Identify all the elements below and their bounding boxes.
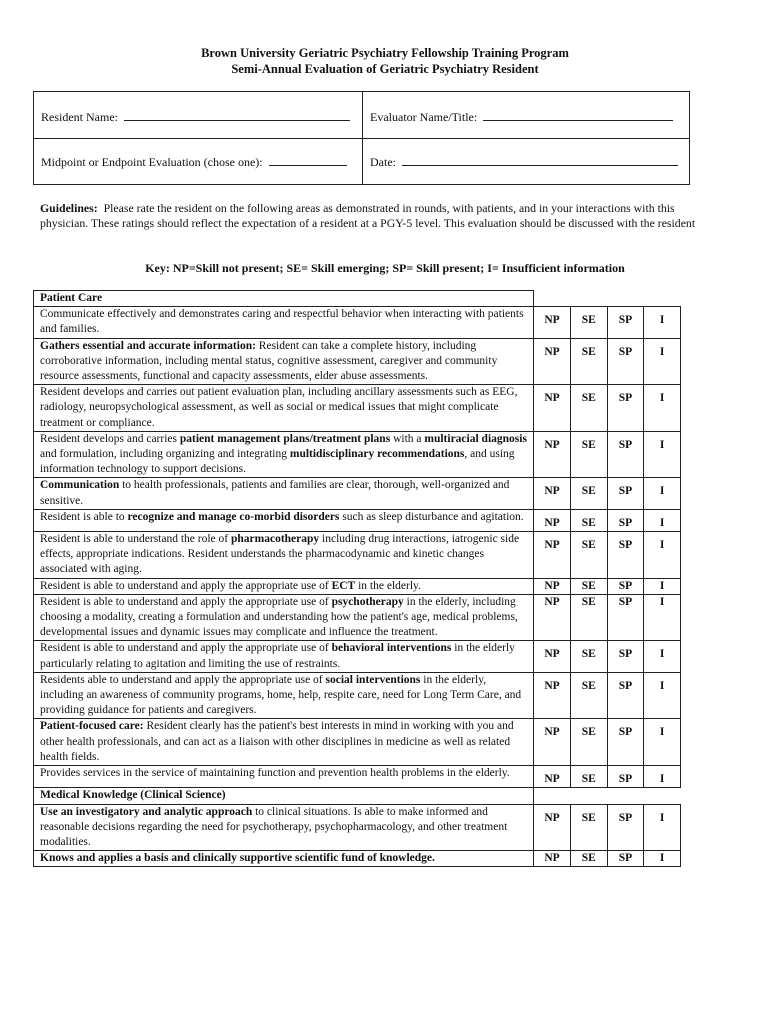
criterion-text: Resident develops and carries out patient evaluation plan, including ancillary assessments such as EEG, radiology, neuropsychological assessment, as well as social or medical issues that might complicate treatment or compliance. <box>34 385 534 432</box>
rating-option-np[interactable]: NP <box>534 804 571 851</box>
criterion-row <box>34 509 681 531</box>
criterion-row <box>34 804 681 851</box>
criterion-text: Resident is able to understand and apply the appropriate use of ECT in the elderly. <box>34 578 534 594</box>
rating-option-se[interactable]: SE <box>570 509 607 531</box>
rating-option-sp[interactable]: SP <box>607 478 644 509</box>
rating-option-i[interactable]: I <box>644 851 681 867</box>
rating-option-np[interactable]: NP <box>534 509 571 531</box>
rating-option-i[interactable]: I <box>644 719 681 766</box>
criterion-text: Resident is able to understand and apply the appropriate use of behavioral interventions in the elderly particularly relating to agitation and limiting the use of restraints. <box>34 641 534 672</box>
rating-option-i[interactable]: I <box>644 338 681 385</box>
rating-option-np[interactable]: NP <box>534 719 571 766</box>
criterion-row <box>34 338 681 385</box>
rating-option-i[interactable]: I <box>644 766 681 788</box>
rating-option-i[interactable]: I <box>644 641 681 672</box>
evaluation-table <box>33 290 681 867</box>
rating-option-sp[interactable]: SP <box>607 851 644 867</box>
midpoint-field[interactable] <box>41 155 347 169</box>
guidelines-paragraph <box>40 201 704 232</box>
criterion-row <box>34 578 681 594</box>
rating-option-sp[interactable]: SP <box>607 594 644 641</box>
rating-option-sp[interactable]: SP <box>607 719 644 766</box>
criterion-row <box>34 719 681 766</box>
midpoint-line[interactable] <box>269 155 347 166</box>
criterion-text: Gathers essential and accurate information: Resident can take a complete history, including corroborative information, including mental status, cognitive assessment, caregiver and community resource assessments, functional and capacity assessments, elder abuse assessments. <box>34 338 534 385</box>
rating-option-i[interactable]: I <box>644 509 681 531</box>
rating-option-sp[interactable]: SP <box>607 431 644 478</box>
criterion-row <box>34 478 681 509</box>
rating-option-se[interactable]: SE <box>570 672 607 719</box>
criterion-text: Resident develops and carries patient management plans/treatment plans with a multiracial diagnosis and formulation, including organizing and integrating multidisciplinary recommendations, and using information technology to support decisions. <box>34 431 534 478</box>
criterion-row <box>34 431 681 478</box>
rating-option-sp[interactable]: SP <box>607 509 644 531</box>
section-blank-cell <box>534 291 681 307</box>
section-header-row <box>34 788 681 804</box>
rating-option-i[interactable]: I <box>644 672 681 719</box>
section-blank-cell <box>534 788 681 804</box>
rating-option-i[interactable]: I <box>644 478 681 509</box>
rating-option-se[interactable]: SE <box>570 478 607 509</box>
rating-option-i[interactable]: I <box>644 578 681 594</box>
rating-option-np[interactable]: NP <box>534 385 571 432</box>
criterion-row <box>34 532 681 579</box>
rating-option-se[interactable]: SE <box>570 641 607 672</box>
criterion-row <box>34 672 681 719</box>
rating-option-np[interactable]: NP <box>534 641 571 672</box>
evaluator-label: Evaluator Name/Title: <box>370 110 478 124</box>
rating-option-sp[interactable]: SP <box>607 385 644 432</box>
rating-option-sp[interactable]: SP <box>607 532 644 579</box>
rating-option-i[interactable]: I <box>644 804 681 851</box>
rating-option-i[interactable]: I <box>644 307 681 338</box>
criterion-row <box>34 851 681 867</box>
rating-option-np[interactable]: NP <box>534 851 571 867</box>
rating-option-sp[interactable]: SP <box>607 307 644 338</box>
resident-name-line[interactable] <box>124 110 350 121</box>
rating-option-np[interactable]: NP <box>534 578 571 594</box>
criterion-text: Patient-focused care: Resident clearly has the patient's best interests in mind in working with you and other health professionals, and can act as a liaison with other disciplines in medicine as well as related health fields. <box>34 719 534 766</box>
rating-option-np[interactable]: NP <box>534 594 571 641</box>
rating-option-np[interactable]: NP <box>534 532 571 579</box>
rating-option-i[interactable]: I <box>644 532 681 579</box>
criterion-row <box>34 594 681 641</box>
guidelines-label: Guidelines: <box>40 201 98 215</box>
rating-option-se[interactable]: SE <box>570 594 607 641</box>
rating-option-se[interactable]: SE <box>570 804 607 851</box>
rating-option-i[interactable]: I <box>644 385 681 432</box>
rating-option-np[interactable]: NP <box>534 431 571 478</box>
rating-option-se[interactable]: SE <box>570 851 607 867</box>
rating-option-sp[interactable]: SP <box>607 672 644 719</box>
section-header-row <box>34 291 681 307</box>
info-divider-horizontal <box>34 138 689 139</box>
criterion-row <box>34 641 681 672</box>
date-line[interactable] <box>402 155 678 166</box>
rating-option-np[interactable]: NP <box>534 672 571 719</box>
criterion-text: Communicate effectively and demonstrates caring and respectful behavior when interacting with patients and families. <box>34 307 534 338</box>
rating-option-i[interactable]: I <box>644 431 681 478</box>
guidelines-text: Please rate the resident on the following areas as demonstrated in rounds, with patients, and in your interactions with this physician. These ratings should reflect the expectation of a resident at a PGY-5 level. This evaluation should be discussed with the resident <box>40 201 696 231</box>
evaluator-field[interactable] <box>370 110 673 124</box>
rating-option-np[interactable]: NP <box>534 307 571 338</box>
midpoint-label: Midpoint or Endpoint Evaluation (chose one): <box>41 155 263 169</box>
rating-option-se[interactable]: SE <box>570 431 607 478</box>
date-label: Date: <box>370 155 396 169</box>
criterion-row <box>34 766 681 788</box>
date-field[interactable] <box>370 155 678 169</box>
criterion-text: Resident is able to recognize and manage co-morbid disorders such as sleep disturbance and agitation. <box>34 509 534 531</box>
rating-option-np[interactable]: NP <box>534 478 571 509</box>
rating-option-sp[interactable]: SP <box>607 641 644 672</box>
rating-option-i[interactable]: I <box>644 594 681 641</box>
rating-option-se[interactable]: SE <box>570 307 607 338</box>
form-subtitle: Semi-Annual Evaluation of Geriatric Psychiatry Resident <box>231 62 539 76</box>
rating-option-se[interactable]: SE <box>570 766 607 788</box>
criterion-text: Knows and applies a basis and clinically supportive scientific fund of knowledge. <box>34 851 534 867</box>
resident-name-field[interactable] <box>41 110 350 124</box>
rating-option-np[interactable]: NP <box>534 766 571 788</box>
rating-option-sp[interactable]: SP <box>607 578 644 594</box>
criterion-text: Residents able to understand and apply the appropriate use of social interventions in the elderly, including an awareness of community programs, home, help, respite care, need for Long Term Care, and providing guidance for patients and caregivers. <box>34 672 534 719</box>
rating-option-se[interactable]: SE <box>570 578 607 594</box>
resident-info-box <box>33 91 690 185</box>
criterion-text: Communication to health professionals, patients and families are clear, thorough, well-organized and sensitive. <box>34 478 534 509</box>
criterion-row <box>34 307 681 338</box>
rating-option-se[interactable]: SE <box>570 719 607 766</box>
rating-option-np[interactable]: NP <box>534 338 571 385</box>
rating-key: Key: NP=Skill not present; SE= Skill emerging; SP= Skill present; I= Insufficient information <box>145 261 625 275</box>
criterion-text: Resident is able to understand and apply the appropriate use of psychotherapy in the elderly, including choosing a modality, creating a formulation and understanding how the patient's age, medical problems, developmental issues and dynamic issues may complicate and influence the treatment. <box>34 594 534 641</box>
evaluator-line[interactable] <box>483 110 673 121</box>
rating-option-sp[interactable]: SP <box>607 338 644 385</box>
rating-option-se[interactable]: SE <box>570 338 607 385</box>
criterion-text: Resident is able to understand the role of pharmacotherapy including drug interactions, iatrogenic side effects, appropriate indications. Resident understands the pharmacodynamic and kinetic changes associated with aging. <box>34 532 534 579</box>
rating-option-se[interactable]: SE <box>570 532 607 579</box>
criterion-text: Use an investigatory and analytic approach to clinical situations. Is able to make informed and reasonable decisions regarding the need for psychotherapy, psychopharmacology, and other treatment modalities. <box>34 804 534 851</box>
rating-option-se[interactable]: SE <box>570 385 607 432</box>
criterion-text: Provides services in the service of maintaining function and prevention health problems in the elderly. <box>34 766 534 788</box>
resident-name-label: Resident Name: <box>41 110 118 124</box>
form-title: Brown University Geriatric Psychiatry Fellowship Training Program <box>201 46 569 60</box>
criterion-row <box>34 385 681 432</box>
rating-option-sp[interactable]: SP <box>607 804 644 851</box>
section-title: Patient Care <box>34 291 534 307</box>
rating-option-sp[interactable]: SP <box>607 766 644 788</box>
section-title: Medical Knowledge (Clinical Science) <box>34 788 534 804</box>
